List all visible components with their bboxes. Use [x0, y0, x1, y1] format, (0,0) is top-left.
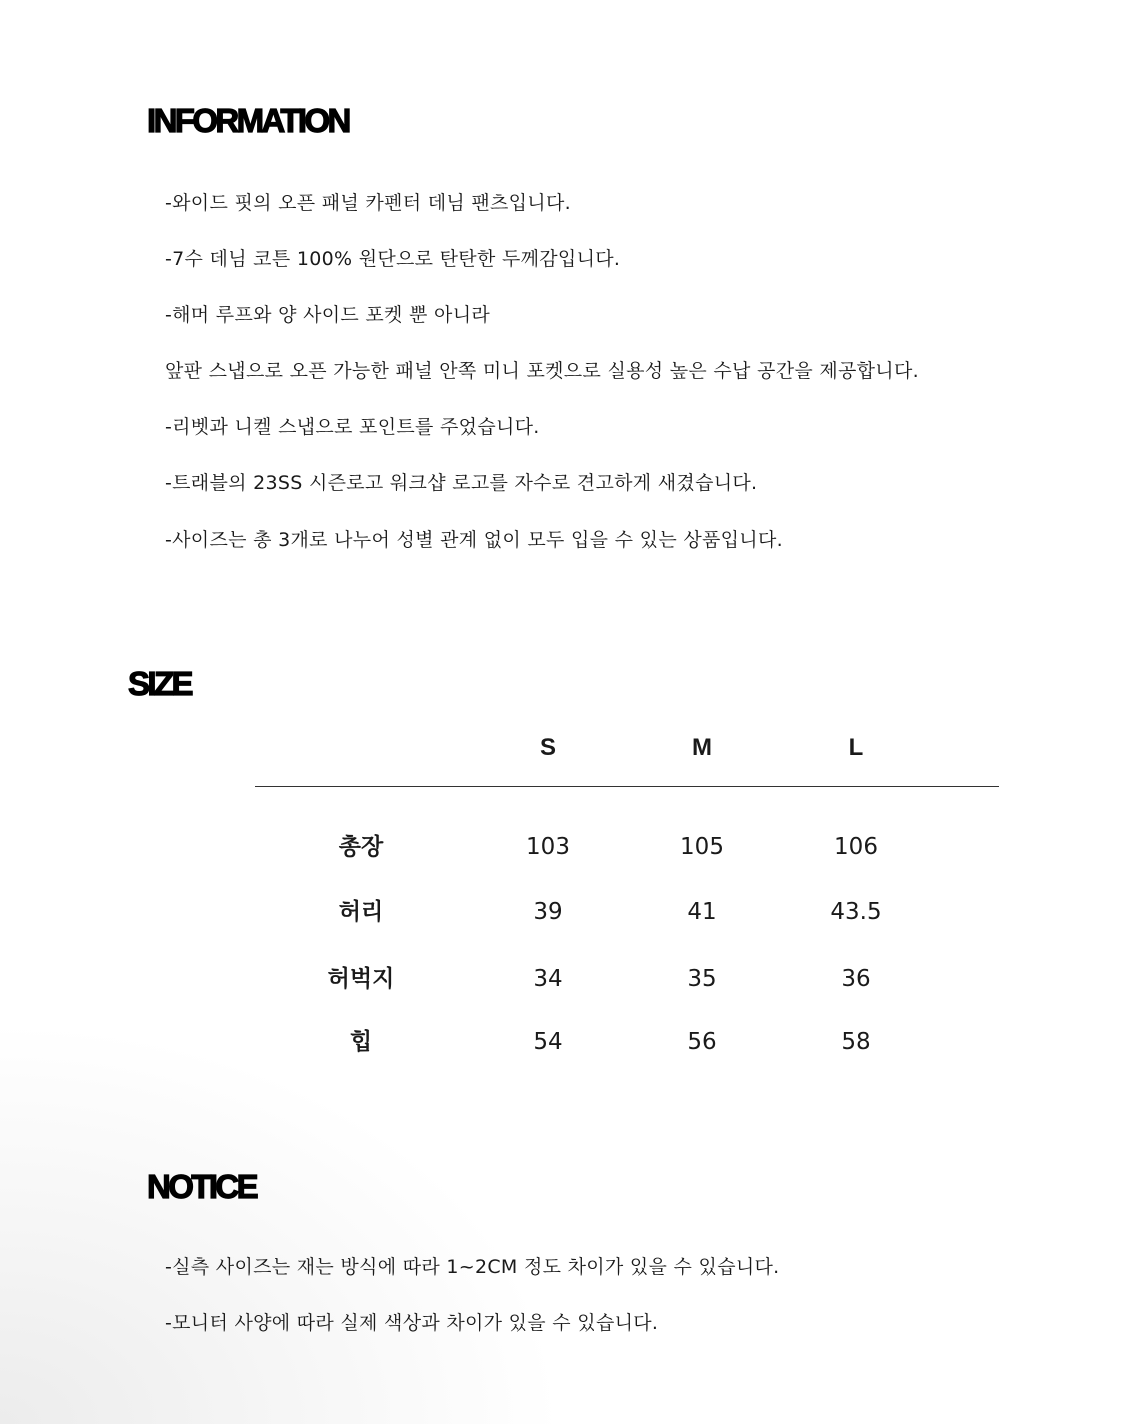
size-heading: SIZE [128, 665, 191, 702]
table-cell: 54 [533, 1029, 563, 1055]
column-header-s: S [539, 734, 556, 761]
notice-line: -실측 사이즈는 재는 방식에 따라 1~2CM 정도 차이가 있을 수 있습니다. [165, 1256, 780, 1278]
info-line: -해머 루프와 양 사이드 포켓 뿐 아니라 [165, 304, 491, 326]
notice-heading: NOTICE [147, 1168, 257, 1205]
information-heading: INFORMATION [147, 102, 349, 139]
info-line: -7수 데님 코튼 100% 원단으로 탄탄한 두께감입니다. [165, 248, 621, 270]
table-cell: 105 [680, 834, 724, 860]
table-cell: 58 [841, 1029, 871, 1055]
table-cell: 36 [841, 966, 871, 992]
table-cell: 35 [687, 966, 717, 992]
table-cell: 106 [834, 834, 878, 860]
table-cell: 34 [533, 966, 563, 992]
info-line: -와이드 핏의 오픈 패널 카펜터 데님 팬츠입니다. [165, 192, 571, 214]
table-cell: 103 [526, 834, 570, 860]
column-header-m: M [692, 734, 712, 761]
row-label: 허벅지 [327, 966, 395, 992]
row-label: 힙 [349, 1029, 373, 1055]
row-label: 허리 [338, 899, 384, 925]
table-cell: 41 [687, 899, 717, 925]
table-cell: 39 [533, 899, 563, 925]
table-cell: 43.5 [830, 899, 882, 925]
column-header-l: L [848, 734, 864, 761]
info-line: -트래블의 23SS 시즌로고 워크샵 로고를 자수로 견고하게 새겼습니다. [165, 472, 758, 494]
info-line: -리벳과 니켈 스냅으로 포인트를 주었습니다. [165, 416, 540, 438]
row-label: 총장 [338, 834, 384, 860]
notice-line: -모니터 사양에 따라 실제 색상과 차이가 있을 수 있습니다. [165, 1312, 659, 1334]
table-divider [255, 786, 999, 787]
table-cell: 56 [687, 1029, 717, 1055]
info-line: 앞판 스냅으로 오픈 가능한 패널 안쪽 미니 포켓으로 실용성 높은 수납 공간을 제공합니다. [165, 360, 919, 382]
info-line: -사이즈는 총 3개로 나누어 성별 관계 없이 모두 입을 수 있는 상품입니다. [165, 529, 783, 551]
